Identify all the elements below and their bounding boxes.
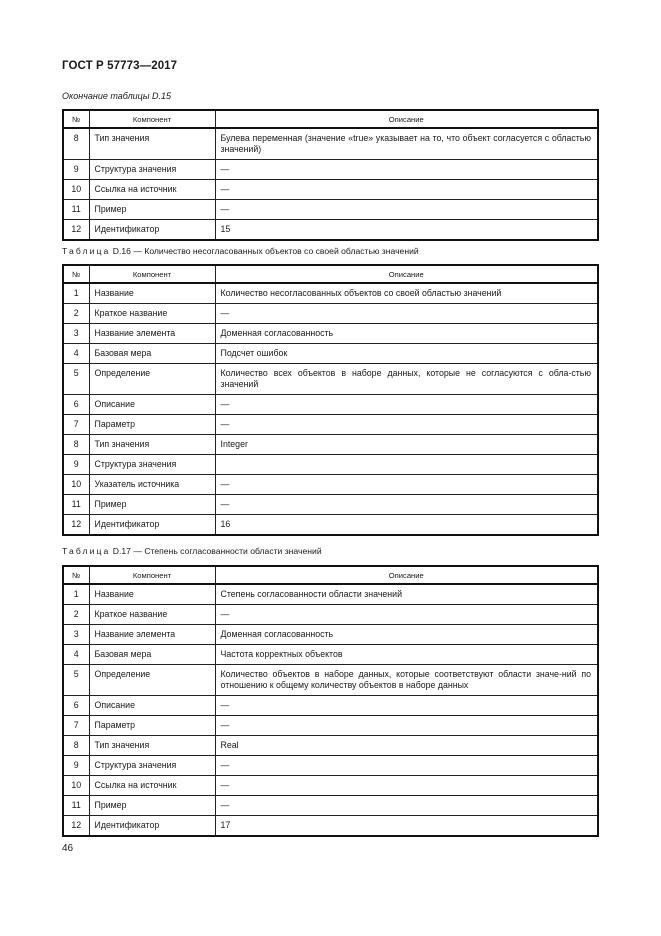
column-header-description: Описание: [215, 110, 598, 128]
component-cell: Структура значения: [89, 455, 215, 475]
table-row: [63, 696, 598, 716]
component-cell: Определение: [89, 364, 215, 395]
component-cell: Описание: [89, 696, 215, 716]
table-row: [63, 304, 598, 324]
component-cell: Ссылка на источник: [89, 180, 215, 200]
row-number: 9: [63, 756, 89, 776]
description-cell: —: [215, 605, 598, 625]
row-number: 2: [63, 605, 89, 625]
row-number: 8: [63, 435, 89, 455]
row-number: 8: [63, 128, 89, 160]
table-row: [63, 324, 598, 344]
row-number: 6: [63, 696, 89, 716]
component-cell: Структура значения: [89, 756, 215, 776]
table-row: [63, 515, 598, 536]
table-row: [63, 645, 598, 665]
table-d15: [62, 109, 599, 241]
table-header-row: [63, 566, 598, 584]
component-cell: Параметр: [89, 415, 215, 435]
row-number: 12: [63, 515, 89, 536]
column-header-number: №: [63, 110, 89, 128]
table-row: [63, 364, 598, 395]
table-d17: [62, 565, 599, 837]
table-row: [63, 395, 598, 415]
table-row: [63, 128, 598, 160]
column-header-description: Описание: [215, 265, 598, 283]
row-number: 9: [63, 160, 89, 180]
component-cell: Краткое название: [89, 304, 215, 324]
table-row: [63, 455, 598, 475]
description-cell: 16: [215, 515, 598, 536]
description-cell: —: [215, 475, 598, 495]
component-cell: Название элемента: [89, 625, 215, 645]
column-header-number: №: [63, 265, 89, 283]
description-cell: Подсчет ошибок: [215, 344, 598, 364]
description-cell: —: [215, 304, 598, 324]
table-d15-caption: Окончание таблицы D.15: [62, 91, 171, 101]
description-cell: Количество объектов в наборе данных, которые соответствуют области значе-ний по отношению к общему количеству объектов в наборе данных: [215, 665, 598, 696]
description-cell: Доменная согласованность: [215, 625, 598, 645]
description-cell: Булева переменная (значение «true» указывает на то, что объект согласуется с областью значений): [215, 128, 598, 160]
component-cell: Идентификатор: [89, 515, 215, 536]
table-caption-prefix: Таблица: [62, 546, 111, 556]
table-d16: [62, 264, 599, 536]
column-header-number: №: [63, 566, 89, 584]
table-row: [63, 344, 598, 364]
table-row: [63, 776, 598, 796]
column-header-component: Компонент: [89, 265, 215, 283]
row-number: 10: [63, 180, 89, 200]
description-cell: —: [215, 796, 598, 816]
row-number: 11: [63, 200, 89, 220]
description-cell: —: [215, 716, 598, 736]
row-number: 6: [63, 395, 89, 415]
table-row: [63, 475, 598, 495]
component-cell: Параметр: [89, 716, 215, 736]
description-cell: Integer: [215, 435, 598, 455]
table-row: [63, 796, 598, 816]
row-number: 3: [63, 625, 89, 645]
table-header-row: [63, 265, 598, 283]
description-cell: —: [215, 415, 598, 435]
table-row: [63, 200, 598, 220]
component-cell: Название: [89, 283, 215, 304]
description-cell: —: [215, 756, 598, 776]
row-number: 5: [63, 364, 89, 395]
description-cell: Количество несогласованных объектов со своей областью значений: [215, 283, 598, 304]
table-caption-text: D.16 — Количество несогласованных объектов со своей областью значений: [112, 246, 419, 256]
row-number: 1: [63, 584, 89, 605]
row-number: 10: [63, 776, 89, 796]
table-caption-text: D.17 — Степень согласованности области значений: [112, 546, 322, 556]
table-row: [63, 495, 598, 515]
component-cell: Пример: [89, 495, 215, 515]
description-cell: —: [215, 395, 598, 415]
description-cell: Real: [215, 736, 598, 756]
description-cell: —: [215, 776, 598, 796]
component-cell: Тип значения: [89, 736, 215, 756]
table-row: [63, 665, 598, 696]
description-cell: —: [215, 200, 598, 220]
description-cell: 17: [215, 816, 598, 837]
description-cell: —: [215, 696, 598, 716]
row-number: 7: [63, 716, 89, 736]
description-cell: Количество всех объектов в наборе данных, которые не согласуются с обла-стью значений: [215, 364, 598, 395]
row-number: 1: [63, 283, 89, 304]
row-number: 12: [63, 220, 89, 241]
document-header: ГОСТ Р 57773—2017: [62, 60, 178, 72]
row-number: 8: [63, 736, 89, 756]
row-number: 4: [63, 645, 89, 665]
component-cell: Идентификатор: [89, 220, 215, 241]
row-number: 9: [63, 455, 89, 475]
row-number: 10: [63, 475, 89, 495]
description-cell: Степень согласованности области значений: [215, 584, 598, 605]
description-cell: —: [215, 160, 598, 180]
page-number: 46: [62, 843, 74, 854]
table-row: [63, 435, 598, 455]
component-cell: Указатель источника: [89, 475, 215, 495]
row-number: 2: [63, 304, 89, 324]
table-row: [63, 584, 598, 605]
row-number: 5: [63, 665, 89, 696]
table-row: [63, 220, 598, 241]
component-cell: Название: [89, 584, 215, 605]
component-cell: Структура значения: [89, 160, 215, 180]
description-cell: Частота корректных объектов: [215, 645, 598, 665]
table-row: [63, 716, 598, 736]
description-cell: Доменная согласованность: [215, 324, 598, 344]
table-row: [63, 816, 598, 837]
component-cell: Пример: [89, 200, 215, 220]
component-cell: Пример: [89, 796, 215, 816]
row-number: 11: [63, 495, 89, 515]
table-row: [63, 756, 598, 776]
row-number: 11: [63, 796, 89, 816]
component-cell: Определение: [89, 665, 215, 696]
description-cell: —: [215, 180, 598, 200]
component-cell: Базовая мера: [89, 645, 215, 665]
table-row: [63, 625, 598, 645]
row-number: 7: [63, 415, 89, 435]
row-number: 3: [63, 324, 89, 344]
column-header-component: Компонент: [89, 110, 215, 128]
table-d16-caption: [62, 246, 419, 256]
description-cell: —: [215, 495, 598, 515]
table-row: [63, 160, 598, 180]
component-cell: Тип значения: [89, 128, 215, 160]
table-row: [63, 605, 598, 625]
column-header-description: Описание: [215, 566, 598, 584]
column-header-component: Компонент: [89, 566, 215, 584]
table-header-row: [63, 110, 598, 128]
table-row: [63, 283, 598, 304]
table-row: [63, 736, 598, 756]
table-d17-caption: [62, 546, 322, 556]
table-row: [63, 180, 598, 200]
row-number: 4: [63, 344, 89, 364]
row-number: 12: [63, 816, 89, 837]
component-cell: Краткое название: [89, 605, 215, 625]
component-cell: Идентификатор: [89, 816, 215, 837]
component-cell: Описание: [89, 395, 215, 415]
component-cell: Базовая мера: [89, 344, 215, 364]
description-cell: 15: [215, 220, 598, 241]
component-cell: Название элемента: [89, 324, 215, 344]
table-caption-prefix: Таблица: [62, 246, 111, 256]
description-cell: [215, 455, 598, 475]
table-row: [63, 415, 598, 435]
component-cell: Ссылка на источник: [89, 776, 215, 796]
component-cell: Тип значения: [89, 435, 215, 455]
